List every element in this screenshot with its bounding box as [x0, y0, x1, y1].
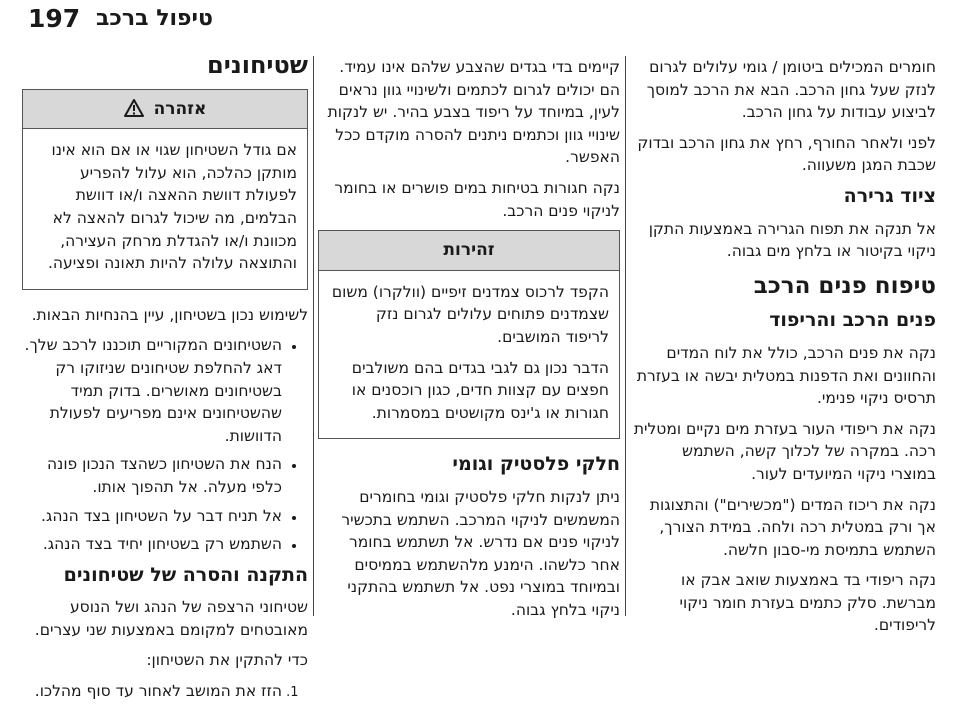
caution-text: הקפד לרכוס צמדנים זיפיים (וולקרו) משום שצמדנים פתוחים עלולים לגרום נזק לריפוד המושבים.	[331, 282, 609, 346]
list-item: • הנח את השטיחון כשהצד הנכון פונה כלפי מעלה. אל תהפוך אותו.	[22, 453, 282, 498]
warning-triangle-icon	[124, 99, 144, 117]
heading-plastic-rubber: חלקי פלסטיק וגומי	[452, 453, 620, 476]
page-header	[0, 0, 960, 34]
warning-text: אם גודל השטיחון שגוי או אם הוא אינו מותקן כהלכה, הוא עלול להפריע לפעולת דוושת ההאצה ו/או דוושת הבלמים, מה שיכול לגרום להאצה לא מכוונת ו/או להגדלת מרחק העצירה, והתוצאה עלולה להיות תאונה ופציעה.	[47, 141, 297, 273]
warning-box	[22, 89, 308, 290]
heading-floor-mats: שטיחונים	[207, 51, 308, 79]
column-middle	[318, 56, 620, 642]
warning-title	[23, 90, 307, 130]
caution-box	[318, 230, 620, 439]
paragraph: נקה את ריכוז המדים ("מכשירים") והתצוגות אך ורק במטלית רכה ולחה. במידת הצורך, השתמש בתמיסת מי-סבון חלשה.	[649, 495, 936, 559]
caution-title: זהירות	[319, 231, 619, 271]
caution-text: הדבר נכון גם לגבי בגדים בהם משולבים חפצים עם קצוות חדים, כגון רוכסנים או חגורות או ג'ינס מקושטים במסמרות.	[351, 358, 609, 422]
paragraph: חומרים המכילים ביטומן / גומי עלולים לגרום לנזק שעל גחון הרכב. הבא את הרכב למוסך לביצוע עבודות על גחון הרכב.	[646, 58, 936, 122]
warning-title-text: אזהרה	[153, 98, 207, 119]
list-item: • אל תניח דבר על השטיחון בצד הנהג.	[22, 505, 282, 528]
paragraph: כדי להתקין את השטיחון:	[146, 651, 308, 670]
numbered-list	[22, 680, 308, 703]
heading-install-remove: התקנה והסרה של שטיחונים	[63, 563, 308, 586]
heading-interior-care: טיפוח פנים הרכב	[753, 272, 936, 299]
list-item: • השטיחונים המקוריים תוכננו לרכב שלך. דאג להחלפת שטיחונים שניזוקו רק בשטיחונים מאושרים. בדוק תמיד שהשטיחונים אינם מפריעים לפעולת הדוושות.	[22, 334, 282, 447]
paragraph: לשימוש נכון בשטיחון, עיין בהנחיות הבאות.	[31, 305, 308, 324]
paragraph: שטיחוני הרצפה של הנהג ושל הנוסע מאובטחים למקומם באמצעות שני עצרים.	[34, 598, 308, 639]
section-title: טיפול ברכב	[96, 6, 213, 31]
paragraph: נקה חגורות בטיחות במים פושרים או בחומר לניקוי פנים הרכב.	[334, 178, 620, 220]
bullet-list	[22, 334, 308, 555]
list-item: 1. הזז את המושב לאחור עד סוף מהלכו.	[22, 680, 282, 703]
column-divider	[313, 56, 314, 616]
paragraph: נקה את ריפודי העור בעזרת מים נקיים ומטלית רכה. במקרה של לכלוך קשה, השתמש במוצרי ניקוי המיועדים לעור.	[633, 419, 936, 483]
column-right	[632, 56, 936, 642]
paragraph: נקה ריפודי בד באמצעות שואב אבק או מברשת. סלק כתמים בעזרת חומר ניקוי לריפודים.	[679, 571, 936, 635]
column-divider	[625, 56, 626, 616]
page-number: 197	[28, 4, 81, 33]
list-item: • השתמש רק בשטיחון יחיד בצד הנהג.	[22, 533, 282, 556]
heading-towing: ציוד גרירה	[843, 184, 936, 207]
paragraph: ניתן לנקות חלקי פלסטיק וגומי בחומרים המשמשים לניקוי המרכב. השתמש בתכשיר לניקוי פנים אם נדרש. אל תשתמש בחומר אחר כלשהו. הימנע מלהשתמש בממיסים ובמיוחד במוצרי נפט. אל תשתמש בהתקני ניקוי בלחץ גבוה.	[341, 487, 620, 619]
heading-interior-upholstery: פנים הרכב והריפוד	[769, 309, 936, 332]
paragraph: קיימים בדי בגדים שהצבע שלהם אינו עמיד. הם יכולים לגרום לכתמים ולשינויי גוון נראים לעין, במיוחד על ריפוד בצבע בהיר. יש לנקות שינויי גוון וכתמים ניתנים להסרה מוקדם ככל האפשר.	[327, 58, 620, 167]
paragraph: אל תנקה את תפוח הגרירה באמצעות התקן ניקוי בקיטור או בלחץ מים גבוה.	[648, 219, 936, 261]
paragraph: לפני ולאחר החורף, רחץ את גחון הרכב ובדוק שכבת המגן משעווה.	[637, 133, 936, 175]
paragraph: נקה את פנים הרכב, כולל את לוח המדים והחוונים ואת הדפנות במטלית יבשה או בעזרת תרסיס ניקוי פנימי.	[636, 343, 936, 408]
column-left	[22, 51, 308, 701]
